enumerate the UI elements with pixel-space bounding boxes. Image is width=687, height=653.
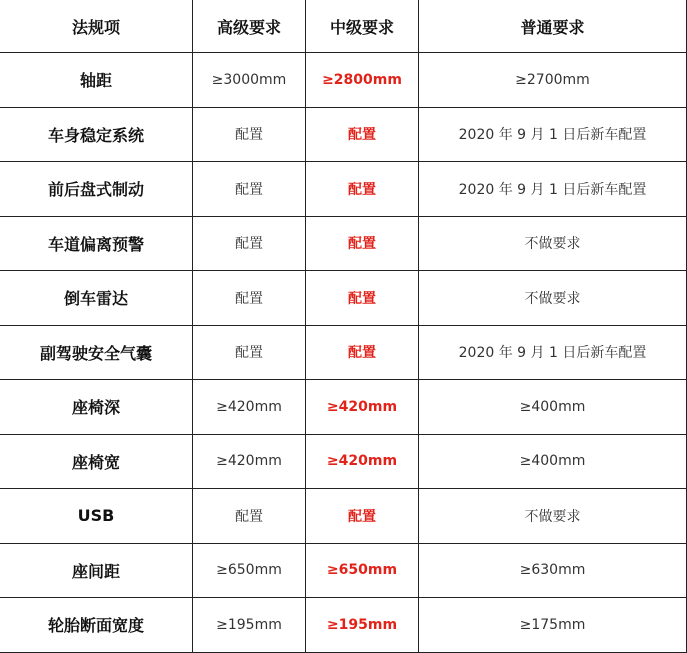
advanced-value-cell: 配置 bbox=[193, 107, 306, 162]
advanced-value-cell: 配置 bbox=[193, 489, 306, 544]
header-regulation-item: 法规项 bbox=[0, 0, 193, 53]
header-standard-requirement: 普通要求 bbox=[419, 0, 687, 53]
standard-value-cell: ≥400mm bbox=[419, 380, 687, 435]
row-item-cell: 倒车雷达 bbox=[0, 271, 193, 326]
table-header bbox=[0, 0, 687, 53]
intermediate-value-cell: 配置 bbox=[306, 162, 419, 217]
row-item-cell: 座间距 bbox=[0, 543, 193, 598]
standard-value-cell: 2020 年 9 月 1 日后新车配置 bbox=[419, 107, 687, 162]
intermediate-value-cell: ≥2800mm bbox=[306, 53, 419, 108]
intermediate-value-cell: 配置 bbox=[306, 271, 419, 326]
advanced-value-cell: ≥3000mm bbox=[193, 53, 306, 108]
table-row bbox=[0, 53, 687, 108]
table-body bbox=[0, 53, 687, 653]
standard-value-cell: ≥175mm bbox=[419, 598, 687, 653]
row-item-cell: USB bbox=[0, 489, 193, 544]
row-item-cell: 前后盘式制动 bbox=[0, 162, 193, 217]
row-item-cell: 轴距 bbox=[0, 53, 193, 108]
intermediate-value-cell: 配置 bbox=[306, 489, 419, 544]
advanced-value-cell: ≥195mm bbox=[193, 598, 306, 653]
table-row bbox=[0, 162, 687, 217]
intermediate-value-cell: 配置 bbox=[306, 216, 419, 271]
standard-value-cell: 2020 年 9 月 1 日后新车配置 bbox=[419, 325, 687, 380]
standard-value-cell: ≥2700mm bbox=[419, 53, 687, 108]
advanced-value-cell: ≥420mm bbox=[193, 380, 306, 435]
standard-value-cell: 2020 年 9 月 1 日后新车配置 bbox=[419, 162, 687, 217]
table-row bbox=[0, 216, 687, 271]
standard-value-cell: ≥630mm bbox=[419, 543, 687, 598]
standard-value-cell: 不做要求 bbox=[419, 216, 687, 271]
intermediate-value-cell: 配置 bbox=[306, 107, 419, 162]
intermediate-value-cell: ≥420mm bbox=[306, 434, 419, 489]
advanced-value-cell: ≥420mm bbox=[193, 434, 306, 489]
standard-value-cell: ≥400mm bbox=[419, 434, 687, 489]
advanced-value-cell: 配置 bbox=[193, 162, 306, 217]
header-row bbox=[0, 0, 687, 53]
header-advanced-requirement: 高级要求 bbox=[193, 0, 306, 53]
intermediate-value-cell: 配置 bbox=[306, 325, 419, 380]
standard-value-cell: 不做要求 bbox=[419, 271, 687, 326]
row-item-cell: 副驾驶安全气囊 bbox=[0, 325, 193, 380]
table-row bbox=[0, 598, 687, 653]
advanced-value-cell: 配置 bbox=[193, 271, 306, 326]
advanced-value-cell: 配置 bbox=[193, 216, 306, 271]
table-row bbox=[0, 434, 687, 489]
intermediate-value-cell: ≥195mm bbox=[306, 598, 419, 653]
table-row bbox=[0, 380, 687, 435]
header-intermediate-requirement: 中级要求 bbox=[306, 0, 419, 53]
row-item-cell: 座椅宽 bbox=[0, 434, 193, 489]
row-item-cell: 车道偏离预警 bbox=[0, 216, 193, 271]
advanced-value-cell: ≥650mm bbox=[193, 543, 306, 598]
row-item-cell: 座椅深 bbox=[0, 380, 193, 435]
row-item-cell: 轮胎断面宽度 bbox=[0, 598, 193, 653]
intermediate-value-cell: ≥650mm bbox=[306, 543, 419, 598]
table-row bbox=[0, 489, 687, 544]
table-row bbox=[0, 107, 687, 162]
intermediate-value-cell: ≥420mm bbox=[306, 380, 419, 435]
advanced-value-cell: 配置 bbox=[193, 325, 306, 380]
table-row bbox=[0, 325, 687, 380]
table-row bbox=[0, 543, 687, 598]
standard-value-cell: 不做要求 bbox=[419, 489, 687, 544]
table-row bbox=[0, 271, 687, 326]
row-item-cell: 车身稳定系统 bbox=[0, 107, 193, 162]
